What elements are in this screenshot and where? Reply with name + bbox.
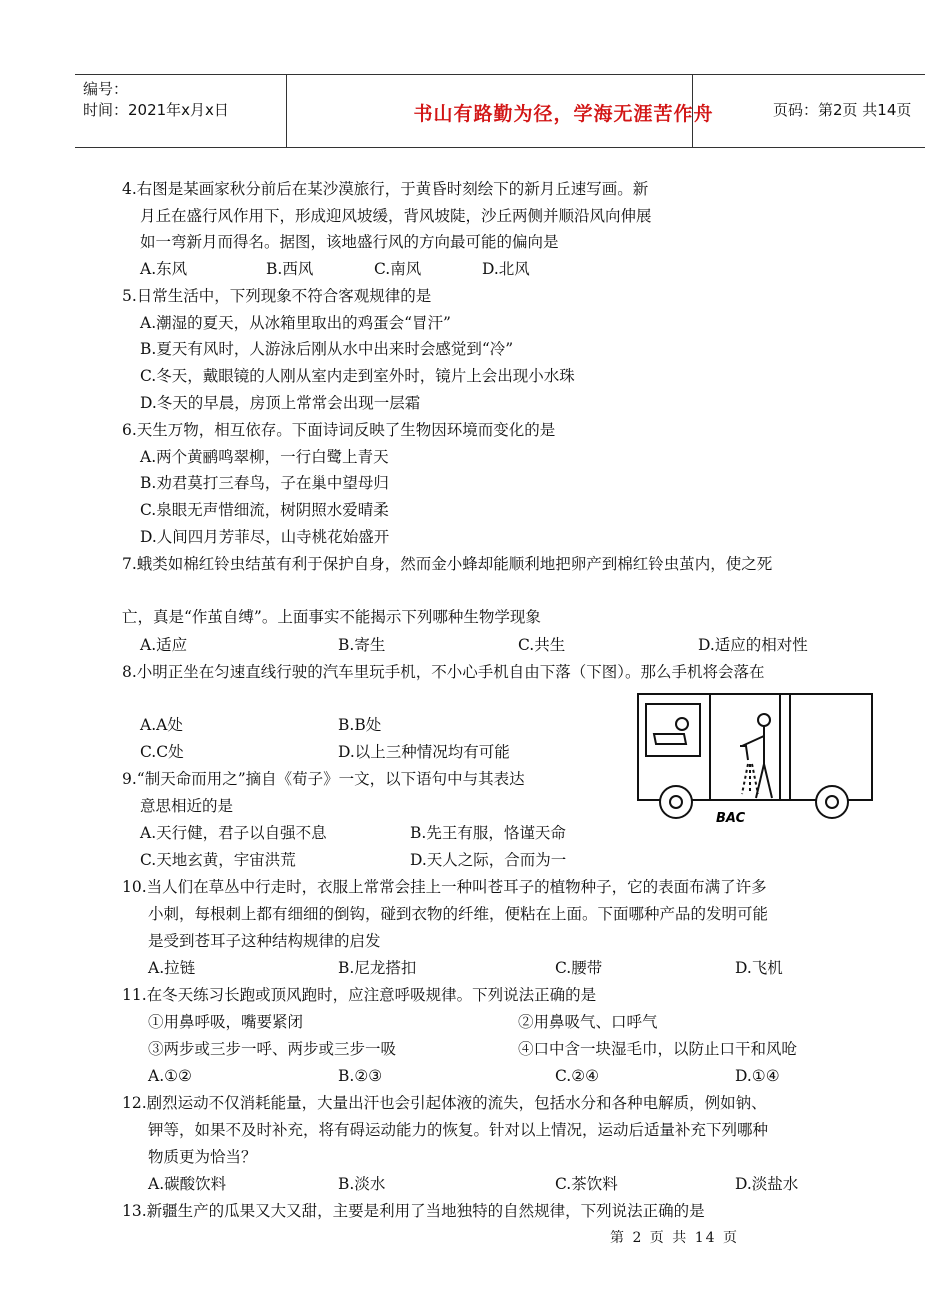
header-meta bbox=[83, 79, 229, 121]
option: B.②③ bbox=[338, 1067, 383, 1085]
option: C.南风 bbox=[374, 260, 422, 278]
question-text: 7.蛾类如棉红铃虫结茧有利于保护自身，然而金小蜂却能顺利地把卵产到棉红铃虫茧内，使之死 bbox=[122, 555, 773, 573]
question-text: 钾等，如果不及时补充，将有碍运动能力的恢复。针对以上情况，运动后适量补充下列哪种 bbox=[148, 1121, 769, 1139]
option: A.天行健，君子以自强不息 bbox=[140, 824, 327, 842]
question-text: 亡，真是“作茧自缚”。上面事实不能揭示下列哪种生物学现象 bbox=[122, 608, 541, 626]
option: B.劝君莫打三春鸟，子在巢中望母归 bbox=[140, 474, 389, 492]
option: D.适应的相对性 bbox=[698, 636, 808, 654]
question-text: 是受到苍耳子这种结构规律的启发 bbox=[148, 932, 381, 950]
option: B.夏天有风时，人游泳后刚从水中出来时会感觉到“冷” bbox=[140, 340, 514, 358]
page-number-label: 页码：第2页 共14页 bbox=[773, 101, 912, 119]
question-text: 如一弯新月而得名。据图，该地盛行风的方向最可能的偏向是 bbox=[140, 233, 559, 251]
statement: ④口中含一块湿毛巾，以防止口干和风呛 bbox=[518, 1040, 798, 1058]
question-text: 意思相近的是 bbox=[140, 797, 234, 815]
bus-body bbox=[638, 694, 872, 800]
option: C.共生 bbox=[518, 636, 566, 654]
option: D.北风 bbox=[482, 260, 530, 278]
question-text: 物质更为恰当？ bbox=[148, 1148, 257, 1166]
option: C.②④ bbox=[555, 1067, 600, 1085]
option: C.泉眼无声惜细流，树阴照水爱晴柔 bbox=[140, 501, 389, 519]
question-text: 5.日常生活中，下列现象不符合客观规律的是 bbox=[122, 287, 432, 305]
option: B.淡水 bbox=[338, 1175, 386, 1193]
option: B.寄生 bbox=[338, 636, 386, 654]
option: D.以上三种情况均有可能 bbox=[338, 743, 510, 761]
option: C.C处 bbox=[140, 743, 184, 761]
option: C.茶饮料 bbox=[555, 1175, 618, 1193]
question-text: 8.小明正坐在匀速直线行驶的汽车里玩手机，不小心手机自由下落（下图）。那么手机将会落在 bbox=[122, 663, 765, 681]
option: B.B处 bbox=[338, 716, 382, 734]
option: B.先王有服，恪谨天命 bbox=[410, 824, 566, 842]
question-text: 月丘在盛行风作用下，形成迎风坡缓，背风坡陡，沙丘两侧并顺沿风向伸展 bbox=[140, 207, 652, 225]
wheel-icon bbox=[816, 786, 848, 818]
option: A.拉链 bbox=[148, 959, 196, 977]
option: A.适应 bbox=[140, 636, 188, 654]
header-divider bbox=[692, 75, 693, 147]
question-text: 11.在冬天练习长跑或顶风跑时，应注意呼吸规律。下列说法正确的是 bbox=[122, 986, 597, 1004]
wheel-icon bbox=[660, 786, 692, 818]
option: A.A处 bbox=[140, 716, 183, 734]
figure-labels: BAC bbox=[716, 811, 746, 826]
header-divider bbox=[286, 75, 287, 147]
page-header bbox=[75, 74, 925, 148]
option: A.潮湿的夏天，从冰箱里取出的鸡蛋会“冒汗” bbox=[140, 314, 451, 332]
option: D.飞机 bbox=[735, 959, 783, 977]
page-footer: 第 2 页 共 14 页 bbox=[610, 1230, 739, 1246]
option: B.西风 bbox=[266, 260, 314, 278]
option: C.腰带 bbox=[555, 959, 603, 977]
option: A.两个黄鹂鸣翠柳，一行白鹭上青天 bbox=[140, 448, 389, 466]
option: D.冬天的早晨，房顶上常常会出现一层霜 bbox=[140, 394, 421, 412]
option: D.天人之际，合而为一 bbox=[410, 851, 567, 869]
option: D.①④ bbox=[735, 1067, 780, 1085]
question-text: 小刺，每根刺上都有细细的倒钩，碰到衣物的纤维，便粘在上面。下面哪种产品的发明可能 bbox=[148, 905, 769, 923]
date-label: 时间：2021年x月x日 bbox=[83, 101, 229, 119]
header-motto: 书山有路勤为径，学海无涯苦作舟 bbox=[413, 103, 714, 125]
option: C.天地玄黄，宇宙洪荒 bbox=[140, 851, 296, 869]
bus-window bbox=[646, 704, 700, 756]
option: A.碳酸饮料 bbox=[148, 1175, 227, 1193]
option: A.①② bbox=[148, 1067, 192, 1085]
question-text: 4.右图是某画家秋分前后在某沙漠旅行，于黄昏时刻绘下的新月丘速写画。新 bbox=[122, 180, 649, 198]
option: D.淡盐水 bbox=[735, 1175, 799, 1193]
question-text: 13.新疆生产的瓜果又大又甜，主要是利用了当地独特的自然规律，下列说法正确的是 bbox=[122, 1202, 705, 1220]
statement: ③两步或三步一呼、两步或三步一吸 bbox=[148, 1040, 397, 1058]
bus-figure bbox=[636, 690, 876, 830]
option: B.尼龙搭扣 bbox=[338, 959, 417, 977]
option: C.冬天，戴眼镜的人刚从室内走到室外时，镜片上会出现小水珠 bbox=[140, 367, 575, 385]
option: D.人间四月芳菲尽，山寺桃花始盛开 bbox=[140, 528, 390, 546]
question-text: 10.当人们在草丛中行走时，衣服上常常会挂上一种叫苍耳子的植物种子，它的表面布满了许多 bbox=[122, 878, 767, 896]
statement: ①用鼻呼吸，嘴要紧闭 bbox=[148, 1013, 304, 1031]
question-text: 12.剧烈运动不仅消耗能量，大量出汗也会引起体液的流失，包括水分和各种电解质，例如钠、 bbox=[122, 1094, 767, 1112]
question-text: 6.天生万物，相互依存。下面诗词反映了生物因环境而变化的是 bbox=[122, 421, 556, 439]
option: A.东风 bbox=[140, 260, 188, 278]
statement: ②用鼻吸气、口呼气 bbox=[518, 1013, 658, 1031]
question-text: 9.“制天命而用之”摘自《荀子》一文，以下语句中与其表达 bbox=[122, 770, 525, 788]
number-label: 编号： bbox=[83, 80, 129, 98]
